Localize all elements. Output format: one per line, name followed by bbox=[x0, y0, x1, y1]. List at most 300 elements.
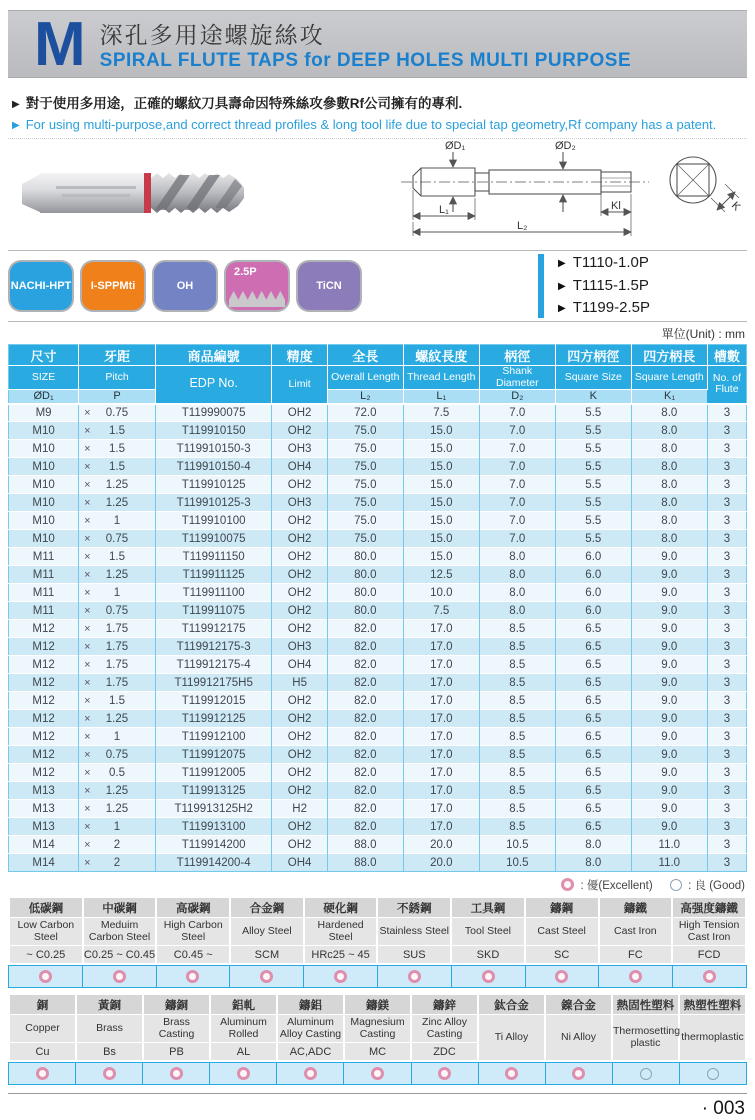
col-symbol: K₁ bbox=[631, 390, 707, 404]
table-row bbox=[9, 548, 747, 566]
rating-cell bbox=[210, 1063, 277, 1084]
table-cell: M12 bbox=[9, 746, 79, 764]
table-cell: 6.0 bbox=[555, 566, 631, 584]
table-cell: 6.5 bbox=[555, 800, 631, 818]
rating-legend bbox=[8, 877, 745, 893]
badge-2-5p bbox=[226, 262, 288, 310]
col-header: EDP No. bbox=[155, 366, 272, 404]
table-row bbox=[9, 710, 747, 728]
badge-label: NACHI-HPT bbox=[10, 280, 72, 292]
table-cell: 8.0 bbox=[479, 602, 555, 620]
material-name-en: Stainless Steel bbox=[378, 918, 450, 945]
table-cell: T119910075 bbox=[155, 530, 272, 548]
diagram-label-d1: ØD₁ bbox=[445, 140, 466, 152]
table-cell: × 1.5 bbox=[79, 692, 156, 710]
table-cell: 15.0 bbox=[403, 458, 479, 476]
dimension-diagram bbox=[395, 136, 745, 253]
table-cell: 3 bbox=[707, 530, 746, 548]
multiply-icon: × bbox=[84, 640, 91, 653]
rating-cell bbox=[83, 966, 157, 987]
unit-label: 單位(Unit) : mm bbox=[661, 327, 745, 341]
table-cell: 5.5 bbox=[555, 404, 631, 422]
multiply-icon: × bbox=[84, 586, 91, 599]
table-cell: M12 bbox=[9, 638, 79, 656]
table-cell: T119912100 bbox=[155, 728, 272, 746]
material-code: SC bbox=[526, 946, 598, 963]
table-cell: 75.0 bbox=[327, 512, 403, 530]
table-cell: 3 bbox=[707, 404, 746, 422]
table-cell: M13 bbox=[9, 782, 79, 800]
table-cell: 8.0 bbox=[631, 476, 707, 494]
material-code: AL bbox=[211, 1043, 276, 1060]
col-header: 尺寸 bbox=[9, 345, 79, 366]
table-cell: 7.0 bbox=[479, 530, 555, 548]
col-header: 槽數 bbox=[707, 345, 746, 366]
table-cell: M11 bbox=[9, 602, 79, 620]
table-cell: 10.5 bbox=[479, 854, 555, 872]
material-name-en: Ni Alloy bbox=[546, 1015, 611, 1060]
triangle-bullet-icon: ▶ bbox=[558, 258, 566, 270]
table-cell: 3 bbox=[707, 512, 746, 530]
rating-cell bbox=[277, 1063, 344, 1084]
table-cell: 6.5 bbox=[555, 710, 631, 728]
table-row bbox=[9, 494, 747, 512]
table-cell: 11.0 bbox=[631, 836, 707, 854]
multiply-icon: × bbox=[84, 532, 91, 545]
excellent-icon bbox=[334, 970, 347, 983]
table-cell: 6.5 bbox=[555, 656, 631, 674]
table-cell: 80.0 bbox=[327, 602, 403, 620]
material-name-zh: 合金鋼 bbox=[231, 898, 303, 917]
table-cell: 3 bbox=[707, 476, 746, 494]
material-name-zh: 高强度鑄鐵 bbox=[673, 898, 745, 917]
rating-band-2 bbox=[8, 1062, 747, 1085]
table-cell: M10 bbox=[9, 476, 79, 494]
material-code: MC bbox=[345, 1043, 410, 1060]
table-cell: 17.0 bbox=[403, 638, 479, 656]
excellent-icon bbox=[39, 970, 52, 983]
material-name-en: Alloy Steel bbox=[231, 918, 303, 945]
material-code: PB bbox=[144, 1043, 209, 1060]
table-cell: OH2 bbox=[272, 692, 327, 710]
material-name-en: Cast Steel bbox=[526, 918, 598, 945]
spec-table bbox=[8, 344, 747, 872]
table-cell: 6.0 bbox=[555, 602, 631, 620]
table-cell: OH2 bbox=[272, 404, 327, 422]
table-cell: × 1.25 bbox=[79, 494, 156, 512]
table-cell: 17.0 bbox=[403, 818, 479, 836]
table-cell: M11 bbox=[9, 548, 79, 566]
table-cell: 5.5 bbox=[555, 494, 631, 512]
table-row bbox=[9, 692, 747, 710]
table-cell: × 1 bbox=[79, 584, 156, 602]
table-cell: M11 bbox=[9, 566, 79, 584]
table-cell: 9.0 bbox=[631, 674, 707, 692]
table-cell: 9.0 bbox=[631, 548, 707, 566]
multiply-icon: × bbox=[84, 550, 91, 563]
table-row bbox=[9, 476, 747, 494]
table-cell: M12 bbox=[9, 692, 79, 710]
badge-label: I-SPPMti bbox=[90, 280, 136, 292]
excellent-icon bbox=[438, 1067, 451, 1080]
material-name-zh: 鑄鐵 bbox=[600, 898, 672, 917]
table-cell: 8.5 bbox=[479, 782, 555, 800]
table-cell: OH2 bbox=[272, 818, 327, 836]
multiply-icon: × bbox=[84, 802, 91, 815]
table-cell: OH3 bbox=[272, 440, 327, 458]
table-cell: 75.0 bbox=[327, 494, 403, 512]
badge-oh bbox=[154, 262, 216, 310]
table-cell: T119912175-4 bbox=[155, 656, 272, 674]
table-cell: 3 bbox=[707, 548, 746, 566]
table-cell: 75.0 bbox=[327, 458, 403, 476]
table-cell: OH2 bbox=[272, 764, 327, 782]
col-header: 四方柄長 bbox=[631, 345, 707, 366]
table-cell: T119911125 bbox=[155, 566, 272, 584]
rating-cell bbox=[479, 1063, 546, 1084]
diagram-label-kl: Kl bbox=[611, 200, 621, 212]
badge-label: 2.5P bbox=[234, 266, 257, 278]
table-row bbox=[9, 422, 747, 440]
material-name-zh: 鑄鋁 bbox=[278, 995, 343, 1014]
table-cell: T119914200-4 bbox=[155, 854, 272, 872]
table-row bbox=[9, 764, 747, 782]
table-cell: T119912015 bbox=[155, 692, 272, 710]
table-cell: T119990075 bbox=[155, 404, 272, 422]
table-cell: 10.0 bbox=[403, 584, 479, 602]
table-cell: 8.5 bbox=[479, 620, 555, 638]
table-cell: 9.0 bbox=[631, 818, 707, 836]
table-cell: T119913125H2 bbox=[155, 800, 272, 818]
table-cell: T119911100 bbox=[155, 584, 272, 602]
rating-cell bbox=[599, 966, 673, 987]
table-cell: 3 bbox=[707, 602, 746, 620]
table-row bbox=[9, 602, 747, 620]
table-cell: 7.0 bbox=[479, 458, 555, 476]
table-cell: 17.0 bbox=[403, 764, 479, 782]
material-name-zh: 熱塑性塑料 bbox=[680, 995, 745, 1014]
table-cell: × 2 bbox=[79, 854, 156, 872]
table-cell: 6.5 bbox=[555, 638, 631, 656]
excellent-icon bbox=[482, 970, 495, 983]
table-cell: 82.0 bbox=[327, 818, 403, 836]
table-cell: × 1.75 bbox=[79, 638, 156, 656]
excellent-icon bbox=[103, 1067, 116, 1080]
material-name-en: Brass Casting bbox=[144, 1015, 209, 1042]
table-cell: 9.0 bbox=[631, 566, 707, 584]
table-cell: 7.0 bbox=[479, 404, 555, 422]
table-cell: 9.0 bbox=[631, 692, 707, 710]
material-name-zh: 鑄鋅 bbox=[412, 995, 477, 1014]
table-cell: OH4 bbox=[272, 854, 327, 872]
table-cell: OH2 bbox=[272, 620, 327, 638]
material-code: Bs bbox=[77, 1043, 142, 1060]
rating-cell bbox=[76, 1063, 143, 1084]
material-name-en: Zinc Alloy Casting bbox=[412, 1015, 477, 1042]
material-code: HRc25 ~ 45 bbox=[305, 946, 377, 963]
table-cell: 3 bbox=[707, 764, 746, 782]
col-header: Overall Length bbox=[327, 366, 403, 390]
table-cell: 9.0 bbox=[631, 602, 707, 620]
table-cell: 82.0 bbox=[327, 620, 403, 638]
good-icon bbox=[640, 1068, 652, 1080]
rating-cell bbox=[304, 966, 378, 987]
table-cell: 9.0 bbox=[631, 746, 707, 764]
table-cell: × 0.75 bbox=[79, 404, 156, 422]
table-cell: 9.0 bbox=[631, 710, 707, 728]
col-header: 柄徑 bbox=[479, 345, 555, 366]
feature-bullets bbox=[12, 92, 743, 132]
rating-cell bbox=[9, 1063, 76, 1084]
table-cell: 72.0 bbox=[327, 404, 403, 422]
material-code: ~ C0.25 bbox=[10, 946, 82, 963]
table-cell: M9 bbox=[9, 404, 79, 422]
excellent-icon bbox=[237, 1067, 250, 1080]
table-row bbox=[9, 404, 747, 422]
table-cell: 6.5 bbox=[555, 728, 631, 746]
table-row bbox=[9, 818, 747, 836]
table-cell: T119913125 bbox=[155, 782, 272, 800]
table-cell: 17.0 bbox=[403, 728, 479, 746]
multiply-icon: × bbox=[84, 784, 91, 797]
table-cell: 3 bbox=[707, 692, 746, 710]
multiply-icon: × bbox=[84, 460, 91, 473]
table-cell: M10 bbox=[9, 440, 79, 458]
table-cell: 82.0 bbox=[327, 764, 403, 782]
material-name-en: Aluminum Rolled bbox=[211, 1015, 276, 1042]
diagram-label-l1: L₁ bbox=[439, 204, 449, 216]
table-cell: × 0.75 bbox=[79, 746, 156, 764]
table-cell: 6.5 bbox=[555, 782, 631, 800]
table-cell: × 1 bbox=[79, 728, 156, 746]
col-header: Square Size bbox=[555, 366, 631, 390]
material-code: SUS bbox=[378, 946, 450, 963]
rating-cell bbox=[680, 1063, 746, 1084]
table-cell: 82.0 bbox=[327, 800, 403, 818]
excellent-icon bbox=[36, 1067, 49, 1080]
table-cell: 82.0 bbox=[327, 728, 403, 746]
table-cell: 6.5 bbox=[555, 674, 631, 692]
material-code: C0.45 ~ bbox=[157, 946, 229, 963]
table-cell: T119910100 bbox=[155, 512, 272, 530]
table-cell: 5.5 bbox=[555, 476, 631, 494]
table-cell: 7.0 bbox=[479, 476, 555, 494]
table-cell: 3 bbox=[707, 818, 746, 836]
material-name-zh: 鎳合金 bbox=[546, 995, 611, 1014]
separator-line bbox=[8, 321, 747, 322]
table-cell: T119910125 bbox=[155, 476, 272, 494]
table-cell: 9.0 bbox=[631, 782, 707, 800]
table-cell: 12.5 bbox=[403, 566, 479, 584]
badge-section bbox=[8, 251, 747, 321]
material-code: SCM bbox=[231, 946, 303, 963]
table-cell: × 1.25 bbox=[79, 566, 156, 584]
product-code-list bbox=[558, 252, 650, 320]
thread-profile-icon bbox=[229, 286, 285, 307]
col-symbol: ØD₁ bbox=[9, 390, 79, 404]
product-code-item: ▶ T1199-2.5P bbox=[558, 299, 650, 317]
excellent-icon bbox=[113, 970, 126, 983]
table-cell: 8.0 bbox=[479, 566, 555, 584]
multiply-icon: × bbox=[84, 748, 91, 761]
table-cell: 8.0 bbox=[631, 530, 707, 548]
separator-line bbox=[8, 1093, 747, 1094]
table-cell: 82.0 bbox=[327, 782, 403, 800]
materials-row bbox=[10, 1015, 745, 1042]
material-code: FC bbox=[600, 946, 672, 963]
diagram-label-d2: ØD₂ bbox=[555, 140, 576, 152]
table-cell: 8.5 bbox=[479, 638, 555, 656]
bullet-zh-text: 對于使用多用途，正確的螺紋刀具壽命因特殊絲攻參數Rf公司擁有的專利. bbox=[25, 96, 463, 111]
table-row bbox=[9, 440, 747, 458]
excellent-icon bbox=[371, 1067, 384, 1080]
table-cell: 82.0 bbox=[327, 710, 403, 728]
table-cell: 75.0 bbox=[327, 476, 403, 494]
table-cell: T119912175-3 bbox=[155, 638, 272, 656]
table-cell: M13 bbox=[9, 818, 79, 836]
table-cell: × 1.75 bbox=[79, 674, 156, 692]
good-icon bbox=[670, 879, 682, 891]
excellent-icon bbox=[260, 970, 273, 983]
multiply-icon: × bbox=[84, 568, 91, 581]
table-cell: T119912175 bbox=[155, 620, 272, 638]
table-cell: 6.5 bbox=[555, 746, 631, 764]
rating-cell bbox=[452, 966, 526, 987]
table-cell: 9.0 bbox=[631, 656, 707, 674]
table-cell: T119914200 bbox=[155, 836, 272, 854]
table-cell: OH3 bbox=[272, 638, 327, 656]
material-name-zh: 工具鋼 bbox=[452, 898, 524, 917]
material-name-zh: 鑄鋼 bbox=[526, 898, 598, 917]
col-symbol: D₂ bbox=[479, 390, 555, 404]
product-code-item: ▶ T1115-1.5P bbox=[558, 276, 649, 294]
material-name-en: thermoplastic bbox=[680, 1015, 745, 1060]
table-cell: × 1.75 bbox=[79, 620, 156, 638]
table-cell: 8.0 bbox=[479, 548, 555, 566]
table-cell: 8.5 bbox=[479, 746, 555, 764]
rating-cell bbox=[157, 966, 231, 987]
table-cell: M13 bbox=[9, 800, 79, 818]
table-cell: 20.0 bbox=[403, 854, 479, 872]
table-cell: H2 bbox=[272, 800, 327, 818]
excellent-icon bbox=[572, 1067, 585, 1080]
table-cell: 5.5 bbox=[555, 530, 631, 548]
bullet-en bbox=[12, 117, 743, 132]
table-cell: 6.0 bbox=[555, 584, 631, 602]
table-cell: 15.0 bbox=[403, 476, 479, 494]
table-cell: 3 bbox=[707, 440, 746, 458]
table-cell: M10 bbox=[9, 422, 79, 440]
table-cell: × 1.25 bbox=[79, 476, 156, 494]
table-cell: OH2 bbox=[272, 746, 327, 764]
table-cell: 3 bbox=[707, 458, 746, 476]
excellent-icon bbox=[304, 1067, 317, 1080]
table-cell: 8.0 bbox=[479, 584, 555, 602]
table-cell: 8.0 bbox=[631, 512, 707, 530]
diagram-label-l2: L₂ bbox=[517, 220, 528, 232]
table-cell: 15.0 bbox=[403, 530, 479, 548]
legend-excellent-label: : 優(Excellent) bbox=[580, 880, 653, 893]
material-name-zh: 熱固性塑料 bbox=[613, 995, 678, 1014]
material-name-en: High Tension Cast Iron bbox=[673, 918, 745, 945]
product-code-block bbox=[538, 251, 650, 321]
material-name-en: Brass bbox=[77, 1015, 142, 1042]
table-cell: OH2 bbox=[272, 728, 327, 746]
material-name-en: Ti Alloy bbox=[479, 1015, 544, 1060]
col-header: 螺紋長度 bbox=[403, 345, 479, 366]
table-cell: 15.0 bbox=[403, 548, 479, 566]
multiply-icon: × bbox=[84, 478, 91, 491]
table-cell: 7.5 bbox=[403, 602, 479, 620]
materials-table-2 bbox=[8, 994, 747, 1061]
material-name-zh: 不銹鋼 bbox=[378, 898, 450, 917]
table-cell: 3 bbox=[707, 584, 746, 602]
table-cell: 8.0 bbox=[631, 494, 707, 512]
table-row bbox=[9, 782, 747, 800]
badge-i-sppmti bbox=[82, 262, 144, 310]
material-name-en: Meduim Carbon Steel bbox=[84, 918, 156, 945]
table-cell: OH2 bbox=[272, 476, 327, 494]
catalog-page bbox=[0, 9, 755, 1120]
table-cell: 17.0 bbox=[403, 620, 479, 638]
multiply-icon: × bbox=[84, 424, 91, 437]
material-code: ZDC bbox=[412, 1043, 477, 1060]
table-cell: M10 bbox=[9, 458, 79, 476]
rating-cell bbox=[378, 966, 452, 987]
badge-ticn bbox=[298, 262, 360, 310]
table-cell: 9.0 bbox=[631, 764, 707, 782]
table-cell: × 1.5 bbox=[79, 422, 156, 440]
table-cell: 6.5 bbox=[555, 764, 631, 782]
table-cell: 5.5 bbox=[555, 422, 631, 440]
material-code: Cu bbox=[10, 1043, 75, 1060]
triangle-bullet-icon: ▶ bbox=[12, 120, 20, 131]
table-cell: T119910150 bbox=[155, 422, 272, 440]
excellent-icon bbox=[703, 970, 716, 983]
table-cell: M10 bbox=[9, 512, 79, 530]
table-row bbox=[9, 530, 747, 548]
table-cell: 5.5 bbox=[555, 458, 631, 476]
table-cell: OH2 bbox=[272, 548, 327, 566]
col-symbol: P bbox=[79, 390, 156, 404]
multiply-icon: × bbox=[84, 442, 91, 455]
table-cell: 82.0 bbox=[327, 656, 403, 674]
material-name-en: Tool Steel bbox=[452, 918, 524, 945]
excellent-icon bbox=[408, 970, 421, 983]
rating-cell bbox=[546, 1063, 613, 1084]
section-letter: M bbox=[34, 9, 86, 79]
table-cell: × 1 bbox=[79, 818, 156, 836]
table-cell: 3 bbox=[707, 728, 746, 746]
table-cell: OH2 bbox=[272, 836, 327, 854]
table-cell: 17.0 bbox=[403, 746, 479, 764]
multiply-icon: × bbox=[84, 820, 91, 833]
material-name-en: Thermosetting plastic bbox=[613, 1015, 678, 1060]
table-cell: 82.0 bbox=[327, 746, 403, 764]
titles bbox=[100, 17, 631, 72]
table-cell: M12 bbox=[9, 620, 79, 638]
multiply-icon: × bbox=[84, 766, 91, 779]
table-cell: 82.0 bbox=[327, 692, 403, 710]
page-title-en: SPIRAL FLUTE TAPS for DEEP HOLES MULTI PURPOSE bbox=[99, 49, 632, 71]
table-cell: 80.0 bbox=[327, 566, 403, 584]
table-cell: 6.5 bbox=[555, 692, 631, 710]
table-row bbox=[9, 620, 747, 638]
table-cell: 17.0 bbox=[403, 656, 479, 674]
table-cell: 15.0 bbox=[403, 440, 479, 458]
col-header: Pitch bbox=[79, 366, 156, 390]
material-code: FCD bbox=[673, 946, 745, 963]
